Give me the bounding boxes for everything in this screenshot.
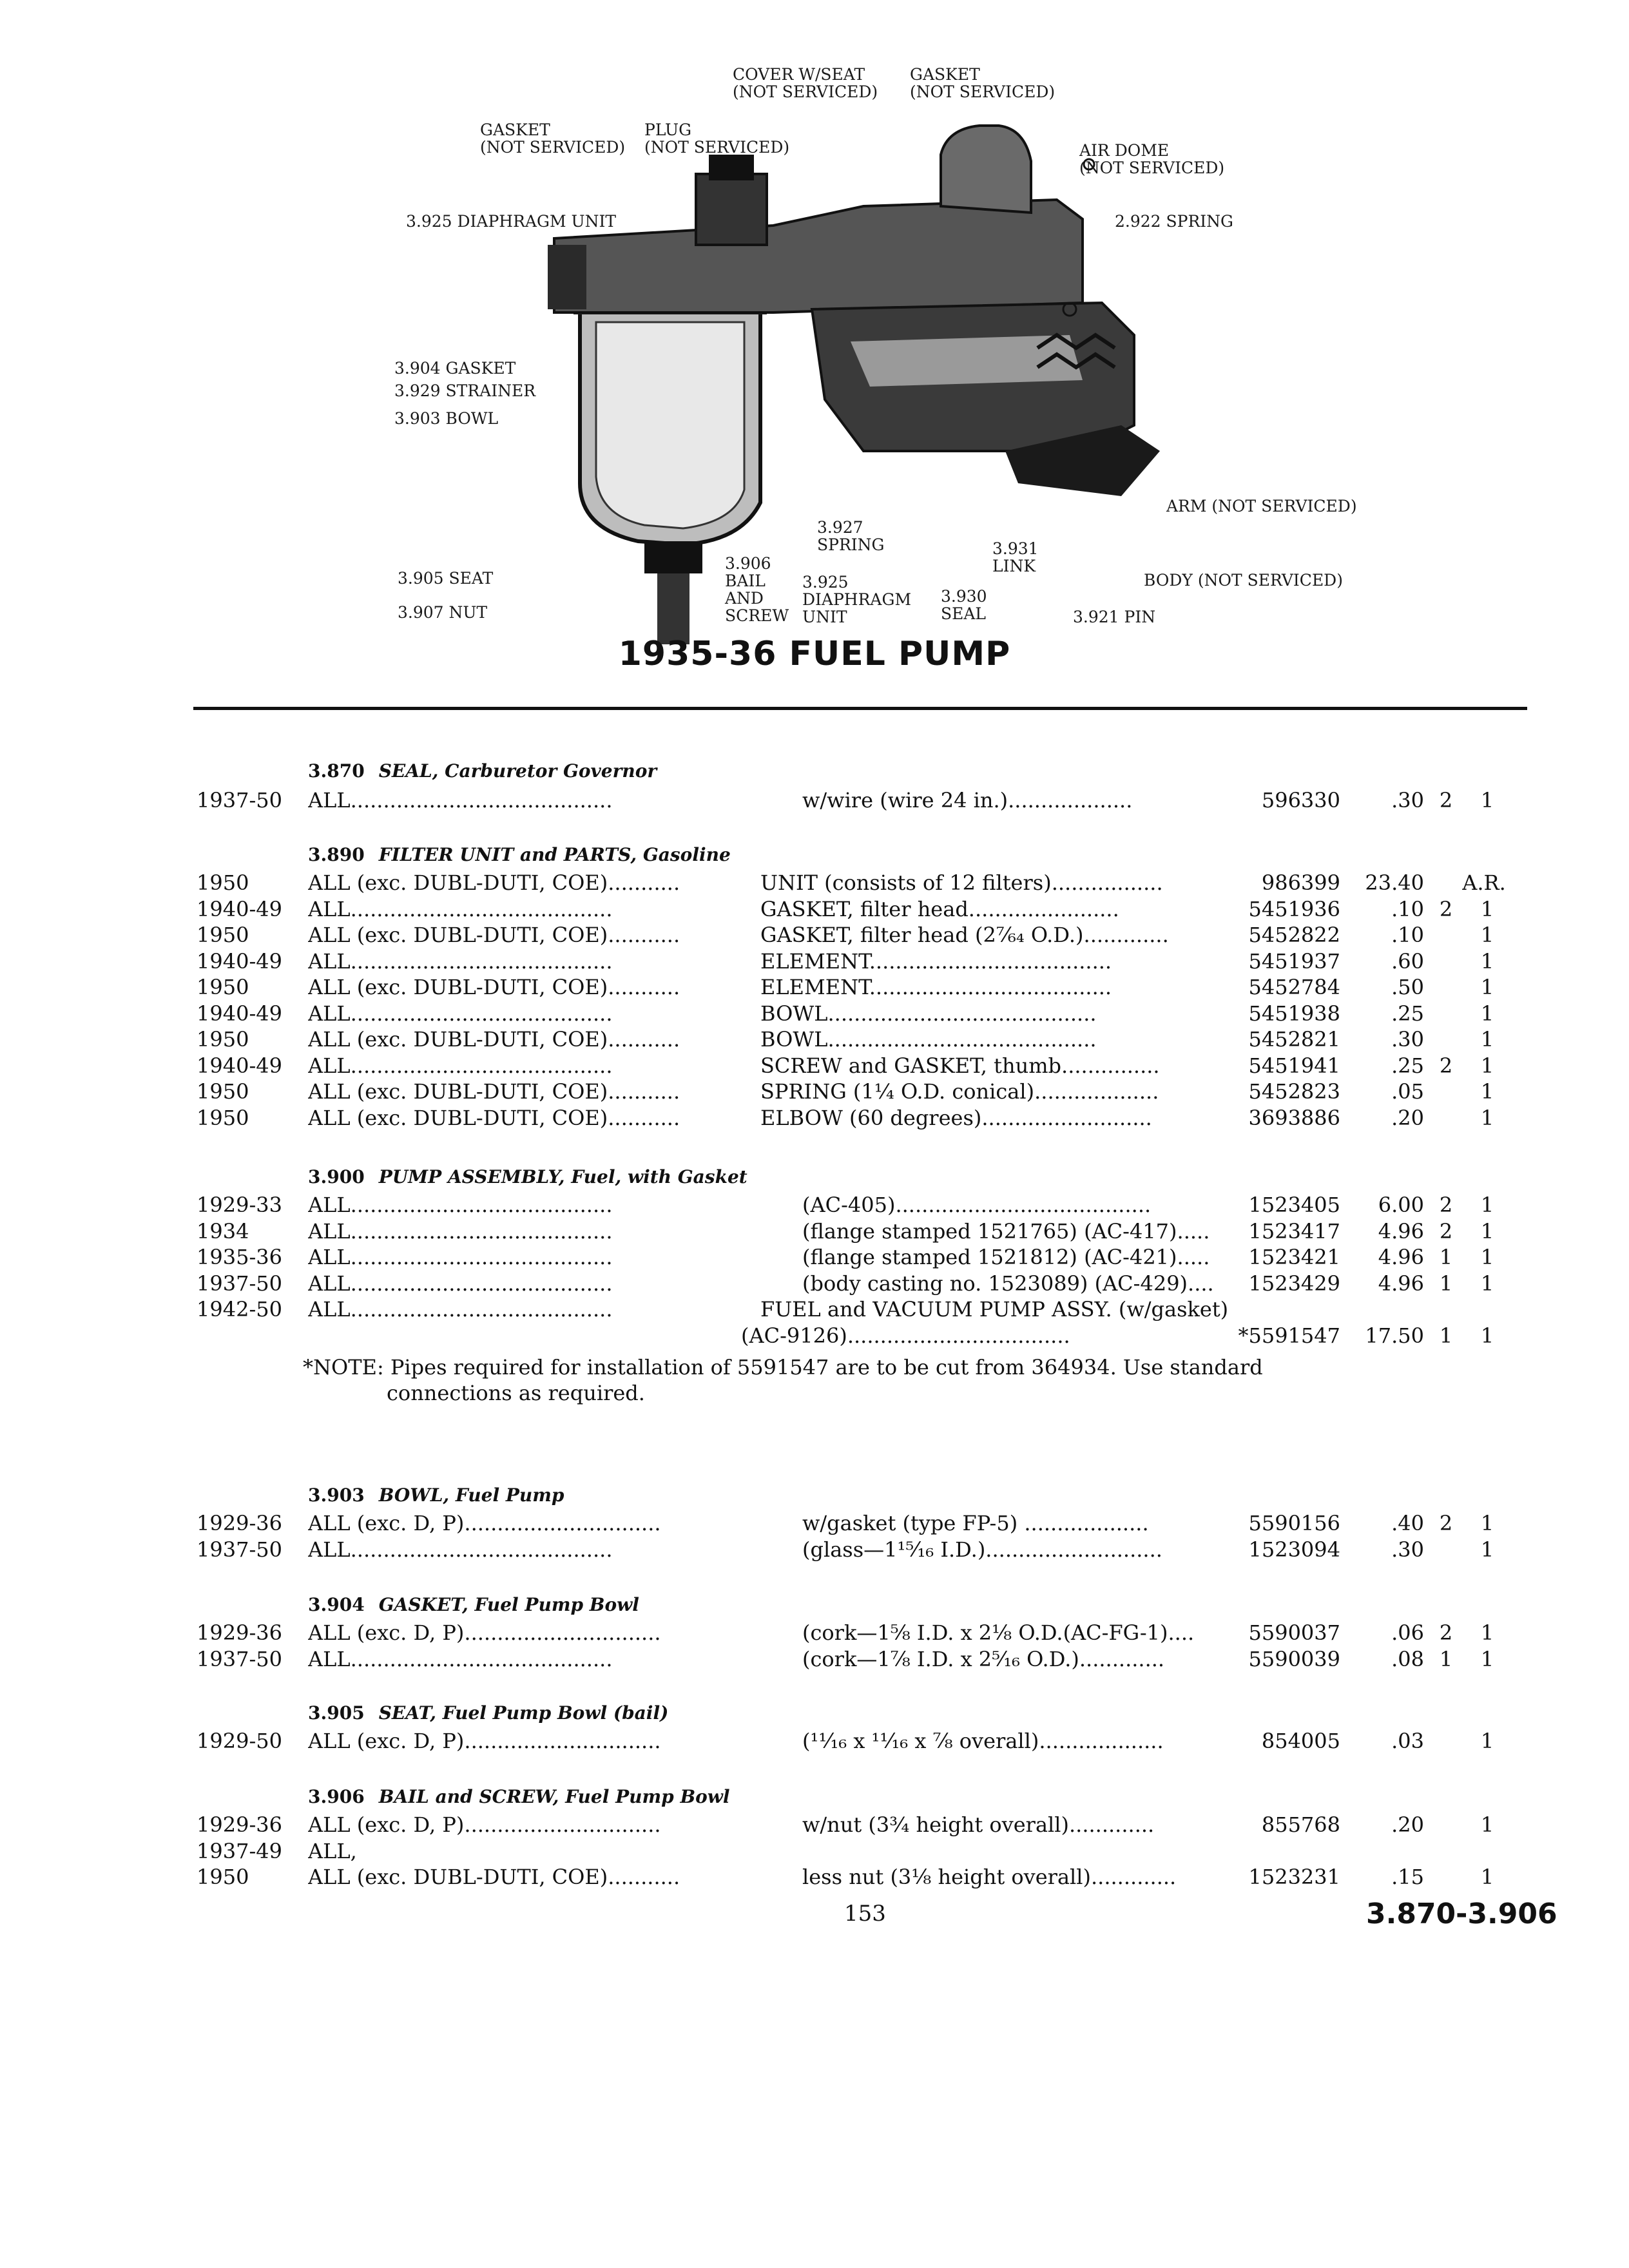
model-cell: ALL (exc. D, P).............................. xyxy=(308,1729,661,1753)
part-number-cell: 1523094 xyxy=(1248,1537,1340,1562)
description-cell: FUEL and VACUUM PUMP ASSY. (w/gasket) xyxy=(760,1297,1229,1321)
model-cell: ALL (exc. DUBL-DUTI, COE)........... xyxy=(308,870,680,895)
as-required-cell: A.R. xyxy=(1462,870,1506,895)
quantity-b-cell: 1 xyxy=(1480,1812,1494,1837)
model-cell: ALL........................................ xyxy=(308,1271,613,1296)
description-cell: ELEMENT..................................... xyxy=(760,975,1112,999)
description-cell: w/nut (3¾ height overall)............. xyxy=(802,1812,1155,1837)
diagram-title: 1935-36 FUEL PUMP xyxy=(618,635,1011,673)
quantity-b-cell: 1 xyxy=(1480,1865,1494,1889)
section-heading xyxy=(308,1786,730,1807)
years-cell: 1937-49 xyxy=(197,1838,282,1863)
description-cell: w/gasket (type FP-5) ................... xyxy=(802,1511,1149,1535)
section-number: 3.870 xyxy=(308,760,365,782)
part-row xyxy=(0,948,1629,974)
part-number-cell: *5591547 xyxy=(1238,1323,1340,1348)
part-row xyxy=(0,1271,1629,1296)
label-nut-3907: 3.907 NUT xyxy=(398,603,488,622)
model-cell: ALL........................................ xyxy=(308,1001,613,1026)
part-row xyxy=(0,1244,1629,1270)
description-cell: (cork—1⅝ I.D. x 2⅛ O.D.(AC-FG-1).... xyxy=(802,1620,1195,1645)
section-number: 3.904 xyxy=(308,1594,365,1615)
model-cell: ALL (exc. D, P).............................. xyxy=(308,1511,661,1535)
section-title: GASKET, Fuel Pump Bowl xyxy=(378,1594,639,1615)
years-cell: 1937-50 xyxy=(197,788,282,812)
section-title: BOWL, Fuel Pump xyxy=(378,1485,564,1506)
price-cell: .20 xyxy=(1391,1812,1424,1837)
quantity-b-cell: 1 xyxy=(1480,1620,1494,1645)
model-cell: ALL (exc. DUBL-DUTI, COE)........... xyxy=(308,1105,680,1130)
part-row xyxy=(0,870,1629,896)
years-cell: 1929-36 xyxy=(197,1511,282,1535)
label-spring-2922: 2.922 SPRING xyxy=(1115,212,1234,231)
model-cell: ALL........................................ xyxy=(308,1053,613,1078)
section-title: SEAT, Fuel Pump Bowl (bail) xyxy=(378,1702,669,1724)
description-cell: SCREW and GASKET, thumb............... xyxy=(760,1053,1160,1078)
part-row xyxy=(0,896,1629,922)
model-cell: ALL (exc. DUBL-DUTI, COE)........... xyxy=(308,975,680,999)
part-row xyxy=(0,1620,1629,1646)
price-cell: .30 xyxy=(1391,1027,1424,1052)
part-number-cell: 5452784 xyxy=(1248,975,1340,999)
years-cell: 1940-49 xyxy=(197,1001,282,1026)
part-number-cell: 596330 xyxy=(1261,788,1340,812)
years-cell: 1937-50 xyxy=(197,1537,282,1562)
quantity-b-cell: 1 xyxy=(1480,1053,1494,1078)
price-cell: .03 xyxy=(1391,1729,1424,1753)
section-title: BAIL and SCREW, Fuel Pump Bowl xyxy=(378,1786,730,1807)
years-cell: 1937-50 xyxy=(197,1271,282,1296)
section-title: PUMP ASSEMBLY, Fuel, with Gasket xyxy=(378,1166,747,1187)
years-cell: 1940-49 xyxy=(197,948,282,974)
description-cell: BOWL......................................... xyxy=(760,1001,1097,1026)
model-cell: ALL........................................ xyxy=(308,1245,613,1269)
label-link-3931: 3.931 LINK xyxy=(992,539,1039,575)
description-cell: SPRING (1¼ O.D. conical)................... xyxy=(760,1079,1159,1104)
section-title: FILTER UNIT and PARTS, Gasoline xyxy=(378,844,731,865)
years-cell: 1929-50 xyxy=(197,1729,282,1753)
part-number-cell: 1523405 xyxy=(1248,1193,1340,1217)
price-cell: .06 xyxy=(1391,1620,1424,1645)
quantity-a-cell: 2 xyxy=(1439,1053,1453,1078)
model-cell: ALL (exc. DUBL-DUTI, COE)........... xyxy=(308,923,680,947)
section-heading xyxy=(308,1166,747,1187)
part-row xyxy=(0,1864,1629,1890)
years-cell: 1950 xyxy=(197,1027,249,1052)
price-cell: .05 xyxy=(1391,1079,1424,1104)
description-cell: UNIT (consists of 12 filters)................. xyxy=(760,870,1163,895)
label-body: BODY (NOT SERVICED) xyxy=(1144,571,1343,590)
section-heading xyxy=(308,1485,564,1506)
years-cell: 1940-49 xyxy=(197,896,282,921)
description-cell: GASKET, filter head (2⁷⁄₆₄ O.D.)............. xyxy=(760,923,1169,947)
quantity-b-cell: 1 xyxy=(1480,1079,1494,1104)
description-cell: ELBOW (60 degrees).......................... xyxy=(760,1105,1152,1130)
footnote-continued: connections as required. xyxy=(387,1381,645,1405)
description-cell: (flange stamped 1521765) (AC-417)..... xyxy=(802,1218,1210,1244)
years-cell: 1950 xyxy=(197,1105,249,1130)
part-row xyxy=(0,1192,1629,1218)
section-number: 3.890 xyxy=(308,844,365,865)
description-cell: (AC-9126).................................. xyxy=(741,1323,1070,1348)
quantity-b-cell: 1 xyxy=(1480,948,1494,974)
part-number-cell: 5452821 xyxy=(1248,1027,1340,1052)
description-cell: BOWL......................................... xyxy=(760,1027,1097,1052)
part-row xyxy=(0,1510,1629,1536)
description-cell: (cork—1⅞ I.D. x 2⁵⁄₁₆ O.D.)............. xyxy=(802,1646,1165,1671)
label-diaphragm-unit-top: 3.925 DIAPHRAGM UNIT xyxy=(406,212,617,231)
price-cell: 6.00 xyxy=(1378,1193,1424,1217)
part-number-cell: 5590039 xyxy=(1248,1646,1340,1671)
section-heading xyxy=(308,1702,668,1724)
quantity-a-cell: 2 xyxy=(1439,1218,1453,1244)
part-row xyxy=(0,1079,1629,1104)
quantity-a-cell: 2 xyxy=(1439,896,1453,921)
label-gasket-left: GASKET (NOT SERVICED) xyxy=(480,120,626,157)
quantity-b-cell: 1 xyxy=(1480,923,1494,947)
model-cell: ALL........................................ xyxy=(308,896,613,921)
price-cell: .10 xyxy=(1391,923,1424,947)
price-cell: 23.40 xyxy=(1365,870,1424,895)
model-cell: ALL........................................ xyxy=(308,1218,613,1244)
quantity-a-cell: 2 xyxy=(1439,1620,1453,1645)
part-row xyxy=(0,922,1629,948)
part-number-cell: 1523417 xyxy=(1248,1218,1340,1244)
price-cell: .30 xyxy=(1391,788,1424,812)
part-number-cell: 855768 xyxy=(1261,1812,1340,1837)
quantity-a-cell: 1 xyxy=(1439,1323,1453,1348)
price-cell: .30 xyxy=(1391,1537,1424,1562)
price-cell: .60 xyxy=(1391,948,1424,974)
price-cell: .08 xyxy=(1391,1646,1424,1671)
quantity-a-cell: 1 xyxy=(1439,1245,1453,1269)
years-cell: 1950 xyxy=(197,870,249,895)
quantity-b-cell: 1 xyxy=(1480,1511,1494,1535)
section-divider xyxy=(193,707,1527,710)
page-range: 3.870-3.906 xyxy=(1366,1898,1557,1930)
part-number-cell: 5590156 xyxy=(1248,1511,1340,1535)
model-cell: ALL........................................ xyxy=(308,788,613,812)
part-row xyxy=(0,1296,1629,1322)
part-row xyxy=(0,1053,1629,1079)
label-bail-3906: 3.906 BAIL AND SCREW xyxy=(725,554,789,625)
part-row xyxy=(0,1218,1629,1244)
part-number-cell: 5451938 xyxy=(1248,1001,1340,1026)
section-heading xyxy=(308,760,657,782)
quantity-a-cell: 2 xyxy=(1439,1193,1453,1217)
quantity-b-cell: 1 xyxy=(1480,896,1494,921)
description-cell: (¹¹⁄₁₆ x ¹¹⁄₁₆ x ⅞ overall)................... xyxy=(802,1729,1164,1753)
section-title: SEAL, Carburetor Governor xyxy=(378,760,657,782)
section-heading xyxy=(308,1594,639,1615)
part-row xyxy=(0,1323,1629,1349)
label-strainer-3929: 3.929 STRAINER xyxy=(394,381,536,400)
quantity-a-cell: 1 xyxy=(1439,1646,1453,1671)
model-cell: ALL........................................ xyxy=(308,1193,613,1217)
label-air-dome: AIR DOME (NOT SERVICED) xyxy=(1079,141,1225,177)
price-cell: 4.96 xyxy=(1378,1271,1424,1296)
model-cell: ALL (exc. D, P).............................. xyxy=(308,1620,661,1645)
price-cell: .40 xyxy=(1391,1511,1424,1535)
part-number-cell: 3693886 xyxy=(1248,1105,1340,1130)
quantity-b-cell: 1 xyxy=(1480,1105,1494,1130)
part-number-cell: 1523231 xyxy=(1248,1865,1340,1889)
part-number-cell: 986399 xyxy=(1261,870,1340,895)
price-cell: 17.50 xyxy=(1365,1323,1424,1348)
model-cell: ALL, xyxy=(308,1838,357,1863)
description-cell: (flange stamped 1521812) (AC-421)..... xyxy=(802,1245,1210,1269)
quantity-b-cell: 1 xyxy=(1480,1027,1494,1052)
quantity-b-cell: 1 xyxy=(1480,788,1494,812)
part-number-cell: 5452822 xyxy=(1248,923,1340,947)
model-cell: ALL (exc. D, P).............................. xyxy=(308,1812,661,1837)
quantity-b-cell: 1 xyxy=(1480,1245,1494,1269)
label-seat-3905: 3.905 SEAT xyxy=(398,569,494,588)
model-cell: ALL........................................ xyxy=(308,1646,613,1671)
years-cell: 1942-50 xyxy=(197,1297,282,1321)
model-cell: ALL (exc. DUBL-DUTI, COE)........... xyxy=(308,1079,680,1104)
quantity-a-cell: 1 xyxy=(1439,1271,1453,1296)
quantity-b-cell: 1 xyxy=(1480,1001,1494,1026)
years-cell: 1950 xyxy=(197,1079,249,1104)
quantity-b-cell: 1 xyxy=(1480,1537,1494,1562)
years-cell: 1934 xyxy=(197,1218,249,1244)
part-row xyxy=(0,1812,1629,1838)
price-cell: .20 xyxy=(1391,1105,1424,1130)
part-row xyxy=(0,787,1629,813)
label-spring-3927: 3.927 SPRING xyxy=(817,518,885,554)
part-number-cell: 5590037 xyxy=(1248,1620,1340,1645)
years-cell: 1929-36 xyxy=(197,1620,282,1645)
part-row xyxy=(0,1537,1629,1562)
price-cell: 4.96 xyxy=(1378,1245,1424,1269)
price-cell: .10 xyxy=(1391,896,1424,921)
part-number-cell: 1523421 xyxy=(1248,1245,1340,1269)
label-arm: ARM (NOT SERVICED) xyxy=(1166,497,1357,515)
part-number-cell: 5451941 xyxy=(1248,1053,1340,1078)
years-cell: 1940-49 xyxy=(197,1053,282,1078)
years-cell: 1929-33 xyxy=(197,1193,282,1217)
description-cell: ELEMENT..................................... xyxy=(760,948,1112,974)
part-number-cell: 5451937 xyxy=(1248,948,1340,974)
years-cell: 1950 xyxy=(197,975,249,999)
quantity-b-cell: 1 xyxy=(1480,975,1494,999)
price-cell: 4.96 xyxy=(1378,1218,1424,1244)
section-number: 3.905 xyxy=(308,1702,365,1724)
description-cell: (AC-405)....................................... xyxy=(802,1193,1152,1217)
label-diaphragm-3925: 3.925 DIAPHRAGM UNIT xyxy=(802,573,912,626)
part-row xyxy=(0,1026,1629,1052)
part-number-cell: 1523429 xyxy=(1248,1271,1340,1296)
label-seal-3930: 3.930 SEAL xyxy=(941,587,987,623)
label-bowl-3903: 3.903 BOWL xyxy=(394,409,499,428)
quantity-b-cell: 1 xyxy=(1480,1323,1494,1348)
quantity-a-cell: 2 xyxy=(1439,788,1453,812)
model-cell: ALL (exc. DUBL-DUTI, COE)........... xyxy=(308,1865,680,1889)
page-number: 153 xyxy=(844,1901,886,1927)
part-row xyxy=(0,1728,1629,1754)
quantity-a-cell: 2 xyxy=(1439,1511,1453,1535)
footnote: *NOTE: Pipes required for installation of 5591547 are to be cut from 364934. Use standard xyxy=(303,1355,1263,1379)
quantity-b-cell: 1 xyxy=(1480,1218,1494,1244)
quantity-b-cell: 1 xyxy=(1480,1729,1494,1753)
price-cell: .50 xyxy=(1391,975,1424,999)
quantity-b-cell: 1 xyxy=(1480,1646,1494,1671)
quantity-b-cell: 1 xyxy=(1480,1193,1494,1217)
label-cover-seat: COVER W/SEAT (NOT SERVICED) xyxy=(733,65,878,101)
years-cell: 1950 xyxy=(197,923,249,947)
part-number-cell: 5452823 xyxy=(1248,1079,1340,1104)
part-row xyxy=(0,1105,1629,1131)
part-row xyxy=(0,1001,1629,1026)
model-cell: ALL........................................ xyxy=(308,1297,613,1321)
section-heading xyxy=(308,844,731,865)
part-row xyxy=(0,1646,1629,1672)
section-number: 3.906 xyxy=(308,1786,365,1807)
model-cell: ALL........................................ xyxy=(308,948,613,974)
label-plug: PLUG (NOT SERVICED) xyxy=(644,120,790,157)
description-cell: (body casting no. 1523089) (AC-429).... xyxy=(802,1271,1214,1296)
years-cell: 1929-36 xyxy=(197,1812,282,1837)
part-row xyxy=(0,974,1629,1000)
years-cell: 1935-36 xyxy=(197,1245,282,1269)
label-gasket-top: GASKET (NOT SERVICED) xyxy=(910,65,1055,101)
part-number-cell: 5451936 xyxy=(1248,896,1340,921)
description-cell: less nut (3⅛ height overall)............. xyxy=(802,1865,1177,1889)
section-number: 3.903 xyxy=(308,1485,365,1506)
quantity-b-cell: 1 xyxy=(1480,1271,1494,1296)
description-cell: (glass—1¹⁵⁄₁₆ I.D.)........................... xyxy=(802,1537,1162,1562)
description-cell: GASKET, filter head....................... xyxy=(760,896,1119,921)
model-cell: ALL (exc. DUBL-DUTI, COE)........... xyxy=(308,1027,680,1052)
years-cell: 1937-50 xyxy=(197,1646,282,1671)
model-cell: ALL........................................ xyxy=(308,1537,613,1562)
label-gasket-3904: 3.904 GASKET xyxy=(394,359,516,378)
price-cell: .25 xyxy=(1391,1001,1424,1026)
years-cell: 1950 xyxy=(197,1865,249,1889)
description-cell: w/wire (wire 24 in.)................... xyxy=(802,788,1133,812)
price-cell: .25 xyxy=(1391,1053,1424,1078)
part-row xyxy=(0,1838,1629,1864)
price-cell: .15 xyxy=(1391,1865,1424,1889)
section-number: 3.900 xyxy=(308,1166,365,1187)
part-number-cell: 854005 xyxy=(1261,1729,1340,1753)
label-pin-3921: 3.921 PIN xyxy=(1073,608,1156,626)
